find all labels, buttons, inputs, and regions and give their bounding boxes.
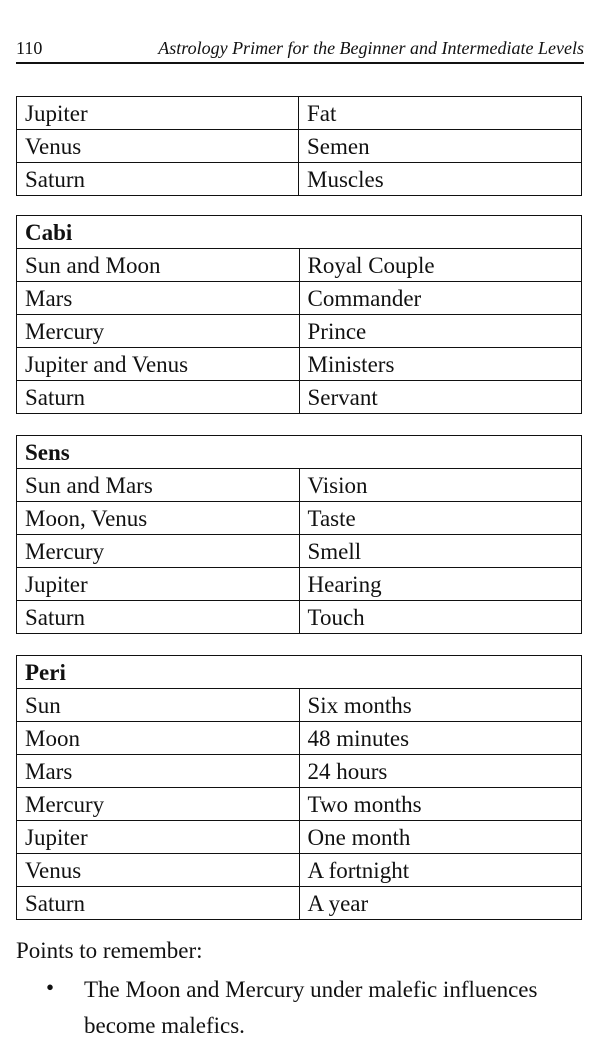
sens-table <box>16 435 582 634</box>
value-cell: Two months <box>299 788 582 821</box>
table-row <box>17 381 582 414</box>
table-row <box>17 97 582 130</box>
value-cell: Ministers <box>299 348 582 381</box>
value-cell: 24 hours <box>299 755 582 788</box>
value-cell: Hearing <box>299 568 582 601</box>
planet-cell: Moon <box>17 722 300 755</box>
table-row <box>17 502 582 535</box>
table-row <box>17 249 582 282</box>
planet-cell: Jupiter <box>17 568 300 601</box>
planet-cell: Mercury <box>17 788 300 821</box>
table-row <box>17 689 582 722</box>
table-header-row <box>17 656 582 689</box>
table-row <box>17 601 582 634</box>
page-header <box>16 38 584 64</box>
page-number: 110 <box>16 38 43 58</box>
table-row <box>17 282 582 315</box>
planet-cell: Mercury <box>17 315 300 348</box>
planet-cell: Sun <box>17 689 300 722</box>
planet-cell: Mars <box>17 282 300 315</box>
value-cell: Fat <box>299 97 582 130</box>
value-cell: Royal Couple <box>299 249 582 282</box>
planet-cell: Sun and Moon <box>17 249 300 282</box>
table-row <box>17 348 582 381</box>
value-cell: A fortnight <box>299 854 582 887</box>
bullet-icon: • <box>46 975 55 1000</box>
value-cell: Vision <box>299 469 582 502</box>
table-title: Sens <box>17 436 582 469</box>
table-row <box>17 821 582 854</box>
planet-cell: Mercury <box>17 535 300 568</box>
planet-cell: Venus <box>17 854 300 887</box>
table-row <box>17 535 582 568</box>
planet-cell: Jupiter and Venus <box>17 348 300 381</box>
value-cell: Smell <box>299 535 582 568</box>
value-cell: Servant <box>299 381 582 414</box>
table-row <box>17 887 582 920</box>
value-cell: 48 minutes <box>299 722 582 755</box>
table-row <box>17 163 582 196</box>
planet-cell: Mars <box>17 755 300 788</box>
table-header-row <box>17 216 582 249</box>
value-cell: Prince <box>299 315 582 348</box>
value-cell: Semen <box>299 130 582 163</box>
body-parts-table <box>16 96 582 196</box>
value-cell: Taste <box>299 502 582 535</box>
peri-table <box>16 655 582 920</box>
running-title: Astrology Primer for the Beginner and Intermediate Levels <box>158 38 584 58</box>
table-title: Peri <box>17 656 582 689</box>
planet-cell: Sun and Mars <box>17 469 300 502</box>
table-row <box>17 568 582 601</box>
planet-cell: Saturn <box>17 381 300 414</box>
planet-cell: Jupiter <box>17 821 300 854</box>
table-header-row <box>17 436 582 469</box>
cabi-table <box>16 215 582 414</box>
value-cell: Six months <box>299 689 582 722</box>
value-cell: Touch <box>299 601 582 634</box>
table-title: Cabi <box>17 216 582 249</box>
planet-cell: Saturn <box>17 163 299 196</box>
table-row <box>17 755 582 788</box>
value-cell: A year <box>299 887 582 920</box>
value-cell: One month <box>299 821 582 854</box>
planet-cell: Saturn <box>17 601 300 634</box>
table-row <box>17 315 582 348</box>
table-row <box>17 469 582 502</box>
planet-cell: Moon, Venus <box>17 502 300 535</box>
table-row <box>17 788 582 821</box>
points-heading: Points to remember: <box>16 938 203 963</box>
table-row <box>17 722 582 755</box>
table-row <box>17 854 582 887</box>
table-row <box>17 130 582 163</box>
planet-cell: Venus <box>17 130 299 163</box>
planet-cell: Saturn <box>17 887 300 920</box>
planet-cell: Jupiter <box>17 97 299 130</box>
value-cell: Commander <box>299 282 582 315</box>
value-cell: Muscles <box>299 163 582 196</box>
bullet-point: The Moon and Mercury under malefic influences become malefics. <box>84 977 538 1038</box>
